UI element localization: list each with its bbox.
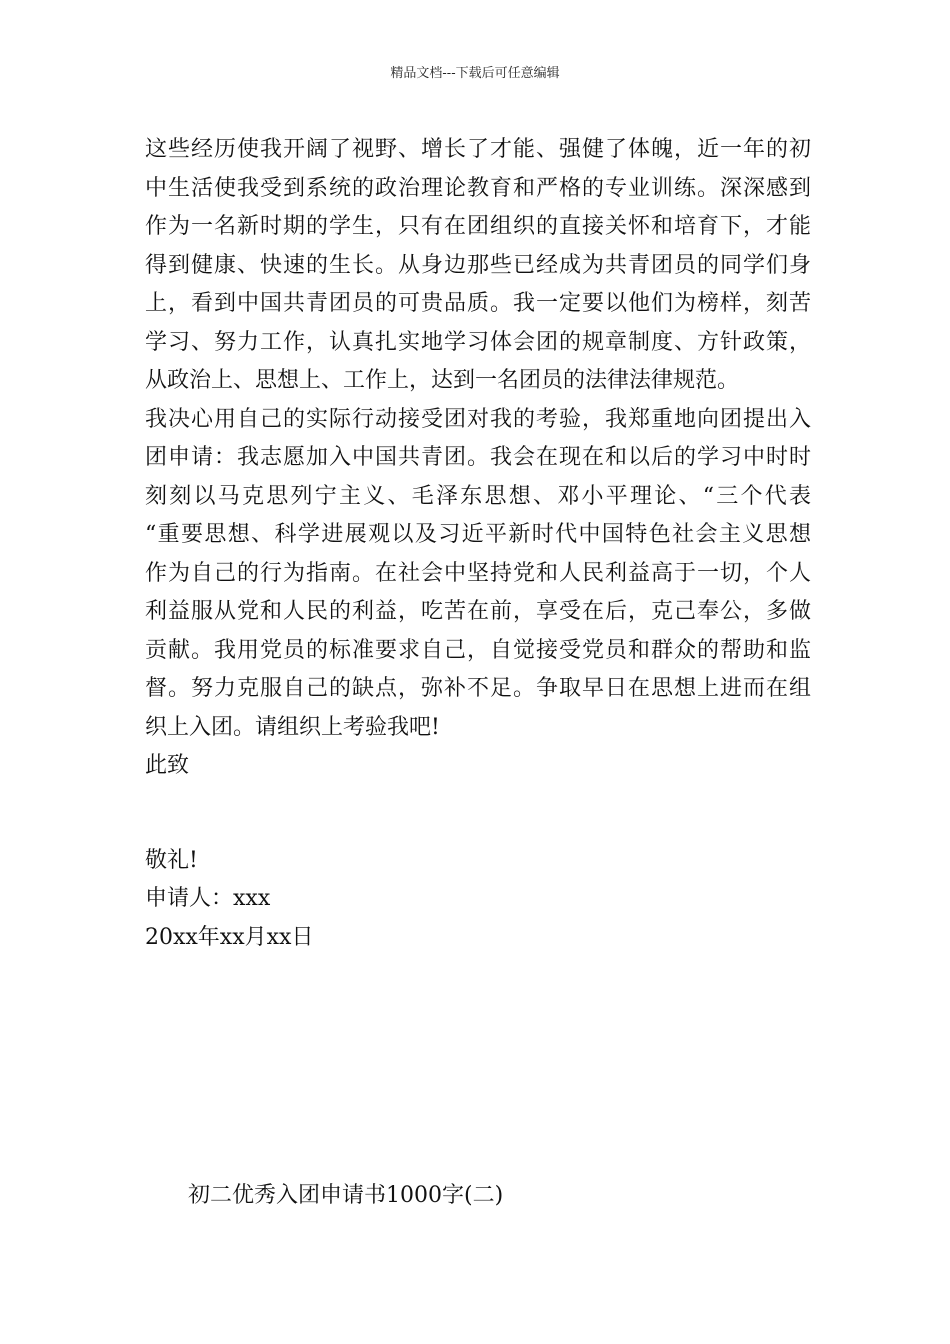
text-line: 这些经历使我开阔了视野、增长了才能、强健了体魄，近一年的初 — [145, 137, 811, 162]
spacer — [145, 786, 811, 842]
text-line: 督。努力克服自己的缺点，弥补不足。争取早日在思想上进而在组 — [145, 676, 811, 701]
paragraph-1 — [145, 131, 811, 401]
closing-regards: 敬礼! — [145, 847, 198, 873]
paragraph-2 — [145, 401, 811, 748]
text-line: 中生活使我受到系统的政治理论教育和严格的专业训练。深深感到 — [145, 175, 811, 201]
text-line: “重要思想、科学进展观以及习近平新时代中国特色社会主义思想 — [145, 522, 811, 547]
text-line: 团申请：我志愿加入中国共青团。我会在现在和以后的学习中时时 — [145, 445, 811, 470]
text-line: 织上入团。请组织上考验我吧! — [145, 714, 440, 740]
applicant-name: 申请人：xxx — [145, 886, 271, 911]
closing-salutation: 此致 — [145, 753, 190, 778]
application-date: 20xx年xx月xx日 — [145, 924, 314, 950]
text-line: 上，看到中国共青团员的可贵品质。我一定要以他们为榜样，刻苦 — [145, 291, 811, 316]
text-line: 利益服从党和人民的利益，吃苦在前，享受在后，克己奉公，多做 — [145, 599, 811, 624]
text-line: 作为一名新时期的学生，只有在团组织的直接关怀和培育下，才能 — [145, 214, 811, 239]
text-line: 得到健康、快速的生长。从身边那些已经成为共青团员的同学们身 — [145, 252, 811, 278]
text-line: 作为自己的行为指南。在社会中坚持党和人民利益高于一切，个人 — [145, 560, 811, 586]
next-section-title: 初二优秀入团申请书1000字(二) — [188, 1183, 504, 1208]
text-line: 从政治上、思想上、工作上，达到一名团员的法律法律规范。 — [145, 368, 740, 393]
text-line: 刻刻以马克思列宁主义、毛泽东思想、邓小平理论、“三个代表 — [145, 483, 811, 509]
text-line: 贡献。我用党员的标准要求自己，自觉接受党员和群众的帮助和监 — [145, 637, 811, 663]
text-line: 学习、努力工作，认真扎实地学习体会团的规章制度、方针政策， — [145, 329, 811, 355]
page-header: 精品文档---下载后可任意编辑 — [390, 66, 560, 81]
text-line: 我决心用自己的实际行动接受团对我的考验，我郑重地向团提出入 — [145, 406, 811, 432]
letter-body — [145, 131, 811, 957]
